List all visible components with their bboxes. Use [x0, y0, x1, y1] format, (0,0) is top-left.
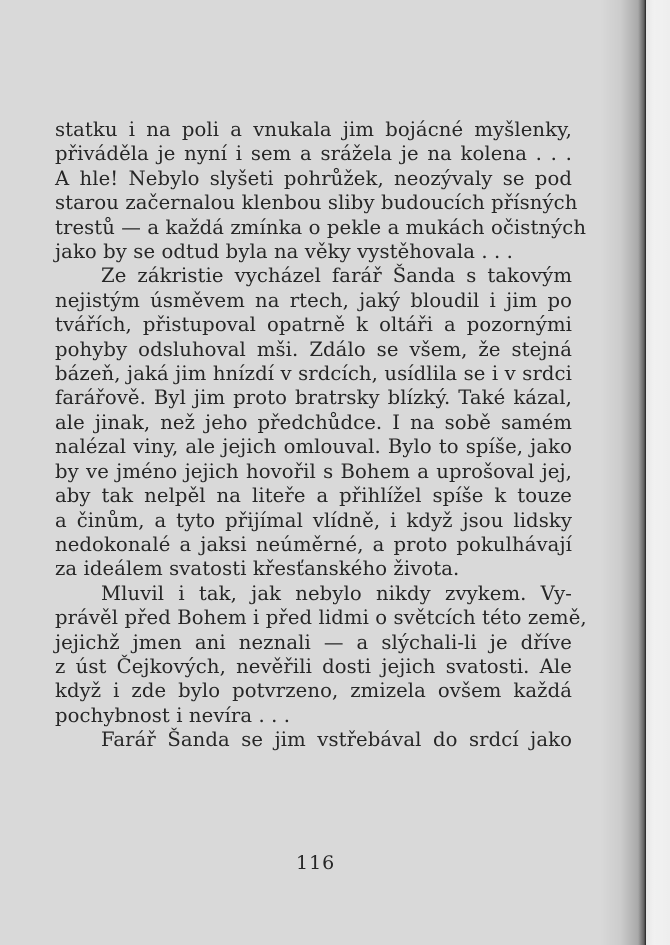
- text-line: bázeň, jaká jim hnízdí v srdcích, usídlila se i v srdci: [55, 362, 572, 386]
- text-line: trestů — a každá zmínka o pekle a mukách očistných: [55, 215, 587, 239]
- text-line: nejistým úsměvem na rtech, jaký bloudil i jim po: [55, 288, 572, 312]
- text-line: A hle! Nebylo slyšeti pohrůžek, neozývaly se pod: [55, 166, 572, 190]
- text-line: když i zde bylo potvrzeno, zmizela ovšem každá: [55, 679, 572, 703]
- text-line: Ze zákristie vycházel farář Šanda s takovým: [101, 264, 572, 288]
- text-line: a činům, a tyto přijímal vlídně, i když jsou lidsky: [55, 508, 572, 532]
- page-edge: [646, 0, 670, 945]
- text-line: z úst Čejkových, nevěřili dosti jejich svatosti. Ale: [55, 654, 572, 678]
- paragraph-1: [55, 118, 587, 264]
- text-line: jako by se odtud byla na věky vystěhovala . . .: [55, 240, 513, 264]
- text-line: starou začernalou klenbou sliby budoucích přísných: [55, 191, 578, 215]
- text-line: za ideálem svatosti křesťanského života.: [55, 557, 460, 581]
- text-line: právěl před Bohem i před lidmi o světcích této země,: [55, 606, 587, 630]
- text-line: přiváděla je nyní i sem a srážela je na kolena . . .: [55, 142, 572, 166]
- page-number: 116: [296, 852, 336, 874]
- paragraph-3: [55, 581, 587, 728]
- text-line: tvářích, přistupoval opatrně k oltáři a pozornými: [55, 313, 572, 337]
- text-line: by ve jméno jejich hovořil s Bohem a uprošoval jej,: [55, 459, 572, 483]
- text-line: pochybnost i nevíra . . .: [55, 703, 291, 727]
- paragraph-2: [55, 264, 572, 581]
- text-line: nedokonalé a jaksi neúměrné, a proto pokulhávají: [55, 532, 572, 556]
- body-text: [55, 118, 587, 753]
- text-line: ale jinak, než jeho předchůdce. I na sobě samém: [55, 410, 572, 434]
- text-line: pohyby odsluhoval mši. Zdálo se všem, že stejná: [55, 337, 572, 361]
- text-line: Mluvil i tak, jak nebylo nikdy zvykem. Vy-: [101, 581, 572, 605]
- paragraph-4: [55, 728, 572, 752]
- text-line: nalézal viny, ale jejich omlouval. Bylo to spíše, jako: [55, 435, 572, 459]
- text-line: farářově. Byl jim proto bratrsky blízký. Také kázal,: [55, 386, 572, 410]
- text-line: jejichž jmen ani neznali — a slýchali-li je dříve: [55, 630, 572, 654]
- text-line: Farář Šanda se jim vstřebával do srdcí jako: [101, 728, 572, 752]
- text-line: aby tak nelpěl na liteře a přihlížel spíše k touze: [55, 484, 572, 508]
- text-line: statku i na poli a vnukala jim bojácné myšlenky,: [55, 118, 572, 141]
